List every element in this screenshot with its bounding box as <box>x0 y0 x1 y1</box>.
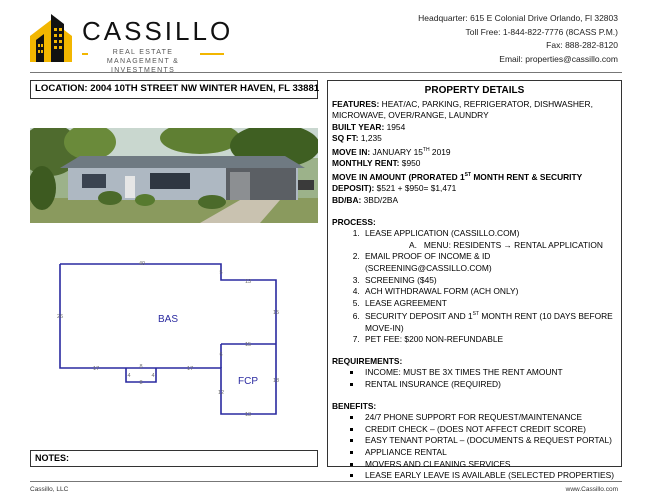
process-step <box>362 309 617 334</box>
process-substep-text-b: RENTAL APPLICATION <box>511 239 603 250</box>
monthly-rent-label: MONTHLY RENT: <box>332 158 400 169</box>
brand-tagline: REAL ESTATE MANAGEMENT & INVESTMENTS <box>106 49 180 74</box>
features-value: HEAT/AC, PARKING, REFRIGERATOR, DISHWASHER, MICROWAVE, OVER/RANGE, LAUNDRY <box>332 98 593 121</box>
move-in-value: JANUARY 15 <box>370 146 423 157</box>
process-heading: PROCESS: <box>332 216 376 227</box>
process-substep <box>409 240 617 252</box>
location-text: LOCATION: 2004 10TH STREET NW WINTER HAVEN, FL 33881 <box>35 83 320 94</box>
notes-box <box>30 450 318 467</box>
move-in-amount-row <box>332 170 617 195</box>
floor-plan <box>30 244 318 430</box>
process-step-sup: ST <box>472 311 480 318</box>
contact-email[interactable]: Email: properties@cassillo.com <box>499 53 618 64</box>
sqft-value: 1,235 <box>358 133 382 144</box>
footer-company: Cassillo, LLC <box>30 486 69 493</box>
dim-fcp-left: 12 <box>217 390 225 396</box>
benefit-item: ▪ APPLIANCE RENTAL <box>362 447 617 459</box>
contact-info <box>418 12 618 66</box>
process-step: 2. EMAIL PROOF OF INCOME & ID (SCREENING@CASSILLO.COM) <box>362 251 617 274</box>
process-step <box>362 228 617 251</box>
move-in-year: 2019 <box>429 146 451 157</box>
benefit-item: ▪ EASY TENANT PORTAL – (DOCUMENTS & REQUEST PORTAL) <box>362 435 617 447</box>
location-box <box>30 80 318 99</box>
move-in-amount-label-a: MOVE IN AMOUNT (PRORATED 1 <box>332 171 465 182</box>
move-in-amount-value: $521 + $950= $1,471 <box>374 183 457 194</box>
move-in-row <box>332 145 617 158</box>
dim-notch-left: 4 <box>127 373 131 379</box>
dim-left: 26 <box>56 314 64 320</box>
benefits-list <box>348 412 617 482</box>
contact-headquarter: Headquarter: 615 E Colonial Drive Orlando, Fl 32803 <box>418 13 618 23</box>
bd-ba-label: BD/BA: <box>332 194 362 205</box>
process-step-text-a: SECURITY DEPOSIT AND 1 <box>365 311 473 322</box>
dim-fcp-right: 18 <box>272 378 280 384</box>
benefit-item: ▪ CREDIT CHECK – (DOES NOT AFFECT CREDIT SCORE) <box>362 424 617 436</box>
dim-notch-right: 4 <box>151 373 155 379</box>
house-photo-image <box>30 128 318 223</box>
details-title: PROPERTY DETAILS <box>424 85 525 96</box>
process-step: 3. SCREENING ($45) <box>362 275 617 287</box>
fcp-label: FCP <box>238 376 258 387</box>
requirements-list <box>348 367 617 390</box>
benefit-item: ▪ 24/7 PHONE SUPPORT FOR REQUEST/MAINTENANCE <box>362 412 617 424</box>
footer-divider <box>30 481 622 482</box>
process-substep-marker: A. <box>409 239 417 250</box>
built-year-value: 1954 <box>384 121 406 132</box>
dim-fcp-bottom: 13 <box>244 412 252 418</box>
built-year-label: BUILT YEAR: <box>332 121 385 132</box>
property-details-panel <box>327 80 622 481</box>
benefit-item: ▪ LEASE EARLY LEAVE IS AVAILABLE (SELECTED PROPERTIES) <box>362 470 617 482</box>
monthly-rent-row <box>332 158 617 170</box>
dim-bottom-mid: 17 <box>186 366 194 372</box>
dim-fcp-step: 6 <box>219 352 223 358</box>
move-in-sup: TH <box>422 146 430 153</box>
move-in-amount-label-b: MONTH RENT & SECURITY DEPOSIT): <box>332 171 583 194</box>
benefits-heading: BENEFITS: <box>332 400 377 411</box>
move-in-amount-sup: ST <box>464 171 471 178</box>
built-year-row <box>332 122 617 134</box>
dim-step-vertical: 5 <box>219 270 223 276</box>
process-step: 4. ACH WITHDRAWAL FORM (ACH ONLY) <box>362 286 617 298</box>
notes-label: NOTES: <box>35 453 70 463</box>
benefit-item: ▪ MOVERS AND CLEANING SERVICES <box>362 459 617 471</box>
dim-step-horizontal: 13 <box>244 279 252 285</box>
footer-website[interactable]: www.Cassillo.com <box>565 486 618 493</box>
bd-ba-value: 3BD/2BA <box>361 194 399 205</box>
header-divider <box>30 72 622 73</box>
sqft-label: SQ FT: <box>332 133 359 144</box>
features-row <box>332 99 617 122</box>
dim-right-upper: 15 <box>272 310 280 316</box>
process-substep-text-a: MENU: RESIDENTS <box>423 239 504 250</box>
requirement-item: ▪ INCOME: MUST BE 3X TIMES THE RENT AMOUNT <box>362 367 617 379</box>
process-step: 5. LEASE AGREEMENT <box>362 298 617 310</box>
floor-plan-diagram <box>30 244 318 430</box>
dim-top: 40 <box>138 261 146 267</box>
process-step-text-b: MONTH RENT (10 DAYS BEFORE MOVE-IN) <box>365 311 613 333</box>
company-logo <box>30 14 234 74</box>
process-step: 7. PET FEE: $200 NON-REFUNDABLE <box>362 334 617 346</box>
process-step-text: LEASE APPLICATION (CASSILLO.COM) <box>365 228 520 239</box>
building-logo-icon <box>30 14 72 62</box>
brand-accent-line-right <box>200 53 224 55</box>
dim-bottom-left: 17 <box>92 366 100 372</box>
move-in-label: MOVE IN: <box>332 146 371 157</box>
bas-label: BAS <box>157 314 179 325</box>
requirements-heading: REQUIREMENTS: <box>332 355 403 366</box>
dim-fcp-top: 15 <box>244 342 252 348</box>
requirement-item: ▪ RENTAL INSURANCE (REQUIRED) <box>362 379 617 391</box>
arrow-right-icon: → <box>503 239 512 250</box>
sqft-row <box>332 133 617 145</box>
brand-name: CASSILLO <box>82 16 234 46</box>
contact-toll-free: Toll Free: 1-844-822-7776 (8CASS P.M.) <box>465 26 618 37</box>
features-label: FEATURES: <box>332 98 380 109</box>
dim-notch-top: 8 <box>139 364 143 370</box>
process-list <box>348 228 617 346</box>
monthly-rent-value: $950 <box>399 158 421 169</box>
contact-fax: Fax: 888-282-8120 <box>546 40 618 50</box>
dim-notch-bottom: 8 <box>139 380 143 386</box>
property-photo <box>30 128 318 223</box>
bd-ba-row <box>332 195 617 207</box>
